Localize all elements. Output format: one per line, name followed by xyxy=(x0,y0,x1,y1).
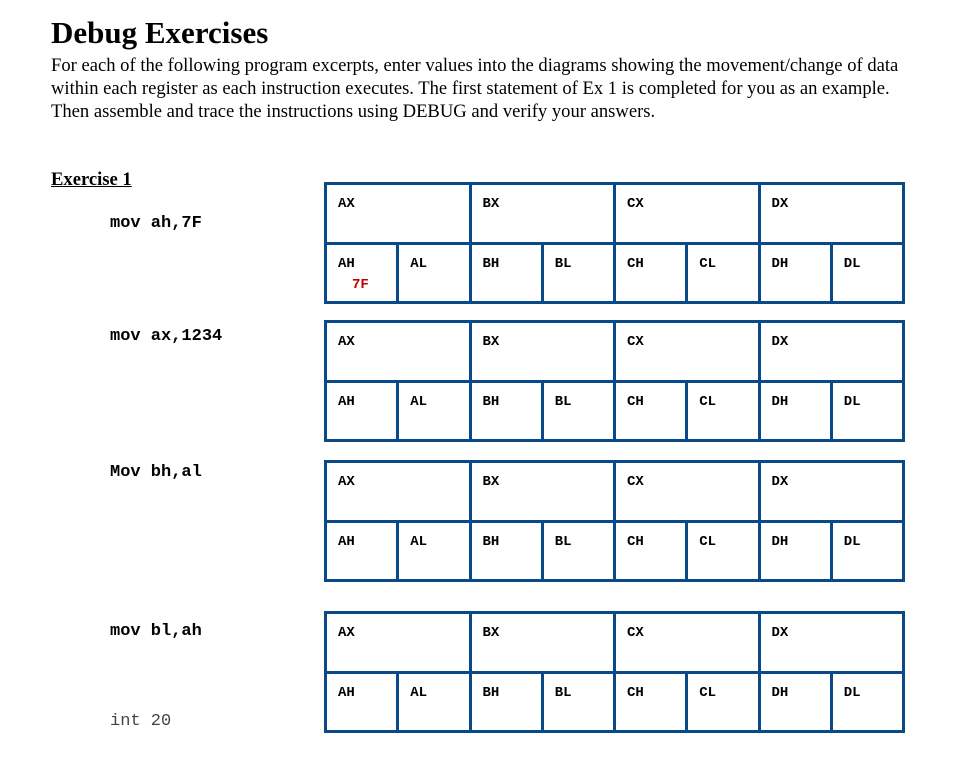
register-label: DH xyxy=(771,255,789,272)
register-label: AH xyxy=(338,684,355,701)
register-ch-cell[interactable] xyxy=(616,523,685,580)
register-ah-cell[interactable] xyxy=(327,674,396,731)
page-title: Debug Exercises xyxy=(51,15,269,50)
register-label: BX xyxy=(482,474,500,490)
register-label: AL xyxy=(410,684,428,701)
register-ch-cell[interactable] xyxy=(616,245,685,302)
register-dl-cell[interactable] xyxy=(833,383,902,440)
instruction-3: Mov bh,al xyxy=(110,463,202,482)
register-label: CL xyxy=(699,255,717,272)
register-dl-cell[interactable] xyxy=(833,523,902,580)
register-label: DL xyxy=(843,533,861,550)
register-label: BX xyxy=(482,625,500,641)
register-bx-cell[interactable] xyxy=(472,614,614,671)
register-bh-cell[interactable] xyxy=(472,383,541,440)
register-ax-cell[interactable] xyxy=(327,323,469,380)
register-label: BH xyxy=(482,533,500,550)
register-dl-cell[interactable] xyxy=(833,674,902,731)
register-label: AL xyxy=(410,393,428,410)
register-label: BL xyxy=(554,533,572,550)
instruction-5: int 20 xyxy=(110,712,172,731)
register-label: BL xyxy=(554,255,572,272)
register-dx-cell[interactable] xyxy=(761,614,903,671)
register-label: BL xyxy=(554,684,572,701)
register-ah-cell[interactable] xyxy=(327,245,396,302)
register-label: AX xyxy=(338,625,355,641)
register-ch-cell[interactable] xyxy=(616,674,685,731)
register-label: DL xyxy=(843,255,861,272)
register-cx-cell[interactable] xyxy=(616,323,758,380)
register-cx-cell[interactable] xyxy=(616,463,758,520)
register-label: AL xyxy=(410,255,428,272)
register-label: DH xyxy=(771,533,789,550)
register-cx-cell[interactable] xyxy=(616,614,758,671)
register-ah-cell[interactable] xyxy=(327,383,396,440)
register-bh-cell[interactable] xyxy=(472,523,541,580)
register-bl-cell[interactable] xyxy=(544,383,613,440)
register-label: AX xyxy=(338,334,355,350)
register-label: BH xyxy=(482,255,500,272)
register-ax-cell[interactable] xyxy=(327,463,469,520)
instruction-4: mov bl,ah xyxy=(110,622,202,641)
register-bx-cell[interactable] xyxy=(472,323,614,380)
register-diagram-3 xyxy=(324,460,905,582)
register-label: DL xyxy=(843,393,861,410)
register-label: BX xyxy=(482,196,500,212)
register-bh-cell[interactable] xyxy=(472,674,541,731)
register-label: CL xyxy=(699,533,717,550)
register-label: CL xyxy=(699,684,717,701)
register-bx-cell[interactable] xyxy=(472,185,614,242)
register-label: CX xyxy=(627,625,644,641)
instructions-paragraph: For each of the following program excerpts, enter values into the diagrams showing the movement/change of data within each register as each instruction executes. The first statement of Ex 1 is completed for you as an example. Then assemble and trace the instructions using DEBUG and verify your answers. xyxy=(51,55,899,122)
register-dx-cell[interactable] xyxy=(761,323,903,380)
register-al-cell[interactable] xyxy=(399,523,468,580)
register-ah-cell[interactable] xyxy=(327,523,396,580)
register-cx-cell[interactable] xyxy=(616,185,758,242)
register-diagram-2 xyxy=(324,320,905,442)
register-label: CX xyxy=(627,474,644,490)
register-cl-cell[interactable] xyxy=(688,383,757,440)
register-label: AX xyxy=(338,474,355,490)
register-label: CX xyxy=(627,196,644,212)
register-bx-cell[interactable] xyxy=(472,463,614,520)
register-al-cell[interactable] xyxy=(399,674,468,731)
register-label: AH xyxy=(338,393,355,410)
instruction-1: mov ah,7F xyxy=(110,214,202,233)
register-label: AH xyxy=(338,255,355,272)
register-dx-cell[interactable] xyxy=(761,463,903,520)
instruction-2: mov ax,1234 xyxy=(110,327,223,346)
register-dx-cell[interactable] xyxy=(761,185,903,242)
register-label: AL xyxy=(410,533,428,550)
register-dh-cell[interactable] xyxy=(761,674,830,731)
register-label: BH xyxy=(482,393,500,410)
register-bl-cell[interactable] xyxy=(544,245,613,302)
register-label: CL xyxy=(699,393,717,410)
register-label: DX xyxy=(771,334,789,350)
register-dh-cell[interactable] xyxy=(761,523,830,580)
register-al-cell[interactable] xyxy=(399,383,468,440)
register-label: DH xyxy=(771,393,789,410)
register-diagram-1 xyxy=(324,182,905,304)
register-label: BH xyxy=(482,684,500,701)
register-ax-cell[interactable] xyxy=(327,185,469,242)
register-cl-cell[interactable] xyxy=(688,523,757,580)
register-label: BX xyxy=(482,334,500,350)
register-label: DH xyxy=(771,684,789,701)
register-label: CH xyxy=(627,255,644,272)
register-label: DL xyxy=(843,684,861,701)
register-cl-cell[interactable] xyxy=(688,245,757,302)
register-label: DX xyxy=(771,625,789,641)
register-label: CH xyxy=(627,393,644,410)
register-ax-cell[interactable] xyxy=(327,614,469,671)
register-al-cell[interactable] xyxy=(399,245,468,302)
register-diagram-4 xyxy=(324,611,905,733)
register-bl-cell[interactable] xyxy=(544,523,613,580)
register-bh-cell[interactable] xyxy=(472,245,541,302)
register-dl-cell[interactable] xyxy=(833,245,902,302)
register-label: BL xyxy=(554,393,572,410)
register-value: 7F xyxy=(352,276,369,293)
register-cl-cell[interactable] xyxy=(688,674,757,731)
register-dh-cell[interactable] xyxy=(761,245,830,302)
register-label: DX xyxy=(771,474,789,490)
register-label: AH xyxy=(338,533,355,550)
register-dh-cell[interactable] xyxy=(761,383,830,440)
register-label: CH xyxy=(627,684,644,701)
register-label: CX xyxy=(627,334,644,350)
register-label: AX xyxy=(338,196,355,212)
exercise-heading: Exercise 1 xyxy=(51,169,132,190)
register-label: DX xyxy=(771,196,789,212)
register-label: CH xyxy=(627,533,644,550)
register-bl-cell[interactable] xyxy=(544,674,613,731)
register-ch-cell[interactable] xyxy=(616,383,685,440)
